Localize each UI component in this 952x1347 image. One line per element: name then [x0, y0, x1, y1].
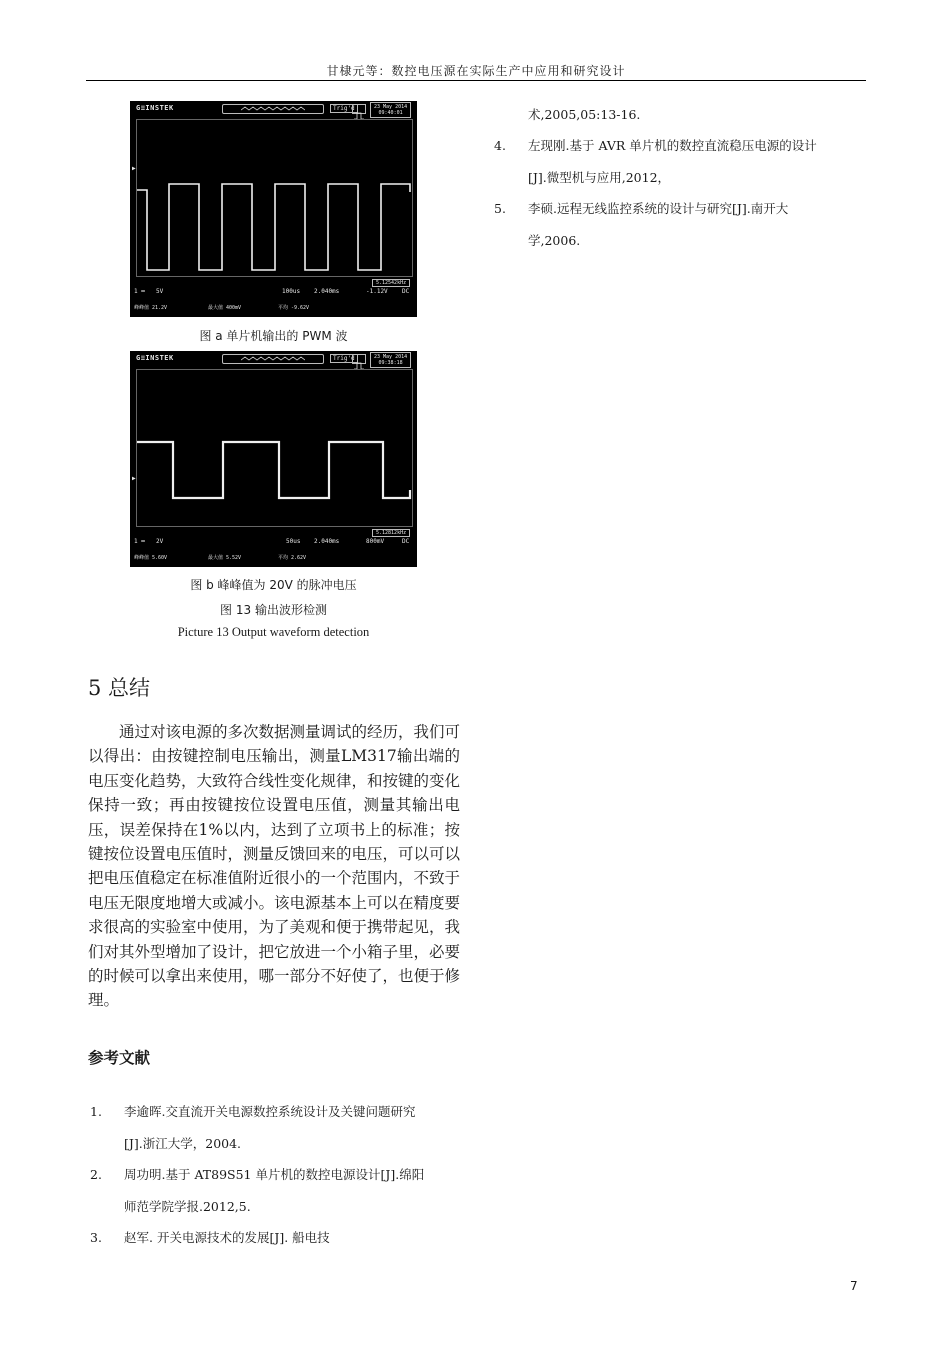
reference-number: 1.	[90, 1104, 102, 1119]
references-heading: 参考文献	[88, 1049, 151, 1067]
trigger-position-bar	[222, 104, 324, 114]
trigger-status: Trig'd	[330, 104, 358, 113]
header-rule	[86, 80, 866, 81]
scope-topbar	[130, 101, 417, 119]
rising-edge-icon	[352, 354, 366, 364]
reference-text: 师范学院学报.2012,5.	[124, 1199, 251, 1214]
scope-datetime	[370, 102, 411, 118]
reference-text: 李硕.远程无线监控系统的设计与研究[J].南开大	[528, 201, 789, 216]
ch1-scale: 2V	[156, 538, 164, 545]
trigger-position-bar	[222, 354, 324, 364]
reference-text: 赵军. 开关电源技术的发展[J]. 船电技	[124, 1230, 330, 1245]
channel-marker: ▶	[132, 475, 136, 482]
reference-number: 2.	[90, 1167, 102, 1182]
ch1-label: 1 ═	[134, 538, 145, 545]
measurement-max: 最大值 5.52V	[208, 555, 242, 561]
reference-text: 周功明.基于 AT89S51 单片机的数控电源设计[J].绵阳	[124, 1167, 425, 1182]
timebase: 50us	[286, 538, 301, 545]
oscilloscope-screenshot-b	[130, 351, 417, 567]
measurement-mean: 平均 2.62V	[278, 555, 307, 561]
frequency-readout: 5.12812kHz	[372, 529, 410, 537]
measurement-pk-pk: 峰峰值 5.60V	[134, 555, 168, 561]
scope-time: 09:38:18	[378, 360, 403, 366]
reference-text: 李逾晖.交直流开关电源数控系统设计及关键问题研究	[124, 1104, 416, 1119]
scope-graticule	[136, 369, 413, 527]
frequency-readout: 5.12542kHz	[372, 279, 410, 287]
channel-marker: ▶	[132, 165, 136, 172]
reference-text: [J].浙江大学，2004.	[124, 1136, 242, 1151]
coupling: DC	[402, 288, 410, 295]
figure-13-caption: 图 13 输出波形检测	[220, 603, 327, 617]
oscilloscope-screenshot-a	[130, 101, 417, 317]
reference-text: 学,2006.	[528, 233, 581, 248]
figure-b-caption: 图 b 峰峰值为 20V 的脉冲电压	[190, 578, 357, 592]
reference-text: [J].微型机与应用,2012，	[528, 170, 671, 185]
coupling: DC	[402, 538, 410, 545]
ch1-scale: 5V	[156, 288, 164, 295]
pwm-waveform	[137, 120, 412, 276]
scope-datetime	[370, 352, 411, 368]
section-title: 5 总结	[88, 676, 151, 700]
horizontal-position: 2.040ms	[314, 538, 340, 545]
ch1-label: 1 ═	[134, 288, 145, 295]
running-header: 甘棣元等：数控电压源在实际生产中应用和研究设计	[326, 64, 626, 78]
reference-number: 4.	[494, 138, 506, 153]
measurement-max: 最大值 400mV	[208, 305, 242, 311]
reference-text: 术,2005,05:13-16.	[528, 107, 641, 122]
scope-brand: G≡INSTEK	[136, 354, 174, 362]
reference-text: 左现刚.基于 AVR 单片机的数控直流稳压电源的设计	[528, 138, 817, 153]
trigger-level: -1.12V	[366, 288, 388, 295]
figure-13-caption-english: Picture 13 Output waveform detection	[177, 625, 370, 639]
pulse-waveform	[137, 370, 412, 526]
scope-brand: G≡INSTEK	[136, 104, 174, 112]
timebase: 100us	[282, 288, 301, 295]
body-paragraph: 通过对该电源的多次数据测量调试的经历，我们可以得出：由按键控制电压输出，测量LM317输出端的电压变化趋势，大致符合线性变化规律，和按键的变化保持一致；再由按键按位设置电压值，测量其输出电压，误差保持在1%以内，达到了立项书上的标准；按键按位设置电压值时，测量反馈回来的电压，可以可以把电压值稳定在标准值附近很小的一个范围内，不致于电压无限度地增大或减小。该电源基本上可以在精度要求很高的实验室中使用，为了美观和便于携带起见，我们对其外型增加了设计，把它放进一个小箱子里，必要的时候可以拿出来使用，哪一部分不好使了，也便于修理。	[88, 723, 461, 1010]
scope-time: 09:40:01	[378, 110, 403, 116]
scope-date: 23 May 2014	[374, 104, 408, 110]
horizontal-position: 2.040ms	[314, 288, 340, 295]
measurement-mean: 平均 -9.62V	[278, 305, 310, 311]
trigger-status: Trig'd	[330, 354, 358, 363]
scope-graticule	[136, 119, 413, 277]
measurement-pk-pk: 峰峰值 21.2V	[134, 305, 168, 311]
reference-number: 3.	[90, 1230, 102, 1245]
scope-topbar	[130, 351, 417, 369]
trigger-level: 800mV	[366, 538, 385, 545]
figure-a-caption: 图 a 单片机输出的 PWM 波	[199, 329, 348, 343]
scope-date: 23 May 2014	[374, 354, 408, 360]
rising-edge-icon	[352, 104, 366, 114]
reference-number: 5.	[494, 201, 506, 216]
page-number: 7	[850, 1279, 858, 1293]
